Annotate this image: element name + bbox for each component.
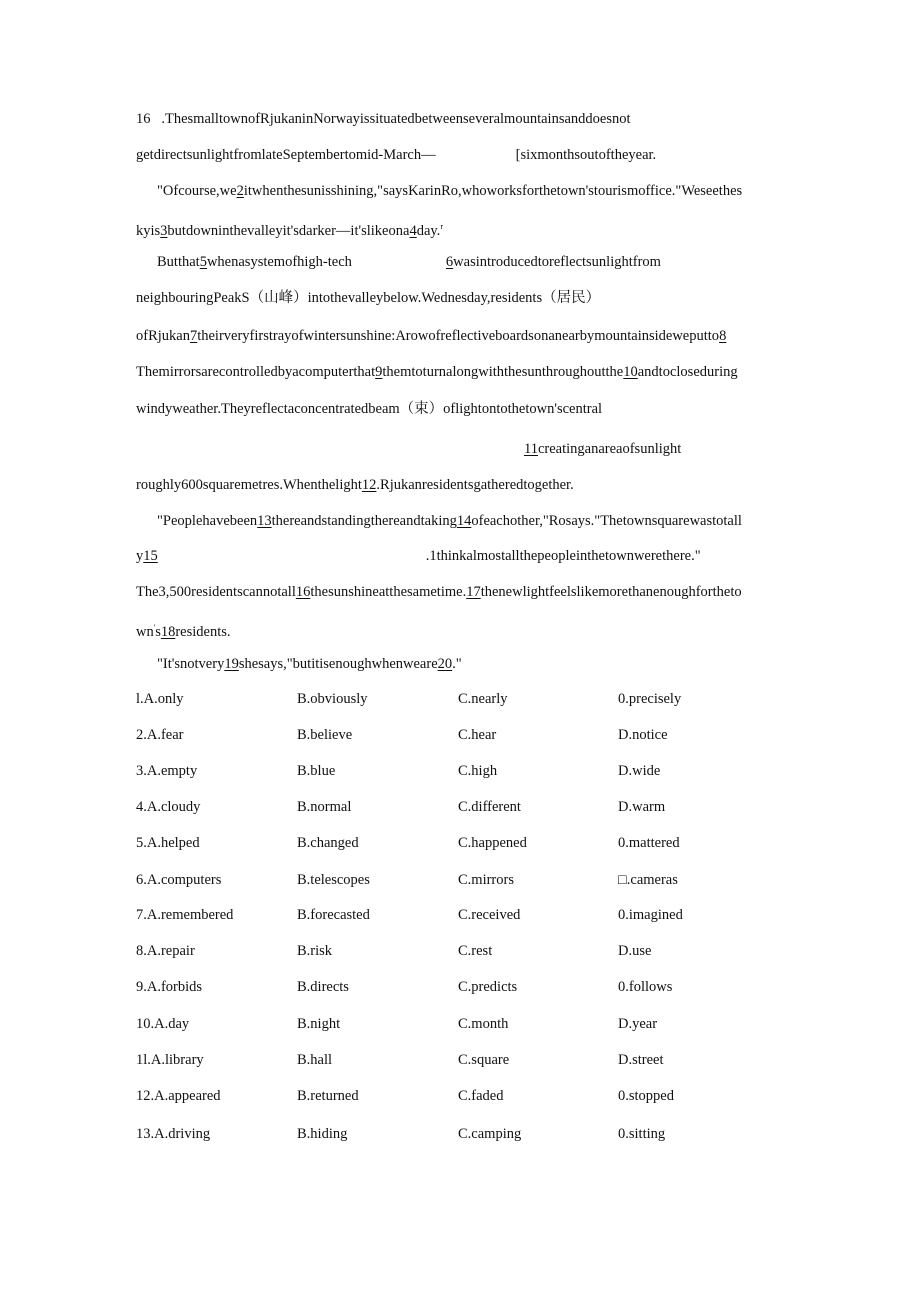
blank-18: 18 xyxy=(160,623,176,640)
option-5a: 5.A.helped xyxy=(136,835,200,851)
blank-7: 7 xyxy=(189,328,198,344)
passage-line-11: roughly600squaremetres.Whenthelight12.Rjukanresidentsgatheredtogether. xyxy=(136,477,574,493)
option-8a: 8.A.repair xyxy=(136,943,195,959)
blank-20: 20 xyxy=(437,656,453,672)
option-3c: C.high xyxy=(458,763,498,779)
option-8b: B.risk xyxy=(297,943,333,959)
passage-line-12: "Peoplehavebeen13thereandstandingthereandtaking14ofeachother,"Rosays."Thetownsquarewastotall xyxy=(157,513,742,529)
passage-line-6: neighbouringPeakS（山峰）intothevalleybelow.Wednesday,residents（居民） xyxy=(136,290,601,306)
option-9a: 9.A.forbids xyxy=(136,979,203,995)
blank-12: 12 xyxy=(361,477,377,493)
option-12b: B.returned xyxy=(297,1088,359,1104)
blank-13: 13 xyxy=(257,513,272,529)
option-1d: 0.precisely xyxy=(618,691,682,707)
blank-3: 3 xyxy=(160,222,168,239)
option-4a: 4.A.cloudy xyxy=(136,799,201,815)
option-2b: B.believe xyxy=(297,727,353,743)
blank-2: 2 xyxy=(236,183,244,199)
option-7c: C.received xyxy=(458,907,521,923)
option-13c: C.camping xyxy=(458,1126,522,1142)
blank-16: 16 xyxy=(295,584,311,600)
option-4b: B.normal xyxy=(297,799,352,815)
blank-8: 8 xyxy=(719,328,727,344)
blank-10: 10 xyxy=(623,364,638,380)
passage-line-7: ofRjukan7theirveryfirstrayofwintersunshine:Arowofreflectiveboardsonanearbymountainsideweputto8 xyxy=(136,328,727,344)
option-7b: B.forecasted xyxy=(297,907,370,923)
option-6c: C.mirrors xyxy=(458,872,514,888)
blank-11: 11 xyxy=(524,441,538,457)
option-3b: B.blue xyxy=(297,763,336,779)
passage-line-14: The3,500residentscannotall16thesunshineatthesametime.17thenewlightfeelslikemorethanenoughfortheto xyxy=(136,584,742,600)
passage-line-3: "Ofcourse,we2itwhenthesunisshining,"saysKarinRo,whoworksforthetown'stourismoffice."Weseethes xyxy=(157,183,743,199)
option-2d: D.notice xyxy=(618,727,668,743)
option-11d: D.street xyxy=(618,1052,664,1068)
blank-4: 4 xyxy=(409,222,417,239)
passage-line-13: y15 .1thinkalmostallthepeopleinthetownwerethere." xyxy=(136,548,701,564)
option-5c: C.happened xyxy=(458,835,527,851)
option-2c: C.hear xyxy=(458,727,497,743)
option-13d: 0.sitting xyxy=(618,1126,666,1142)
option-5b: B.changed xyxy=(297,835,359,851)
blank-14: 14 xyxy=(456,513,472,529)
option-11a: 1l.A.library xyxy=(136,1052,204,1068)
option-1a: l.A.only xyxy=(136,691,184,707)
option-6b: B.telescopes xyxy=(297,872,370,888)
option-9b: B.directs xyxy=(297,979,349,995)
option-10d: D.year xyxy=(618,1016,658,1032)
option-8d: D.use xyxy=(618,943,652,959)
option-7d: 0.imagined xyxy=(618,907,683,923)
option-9d: 0.follows xyxy=(618,979,673,995)
blank-5: 5 xyxy=(199,254,207,270)
option-13b: B.hiding xyxy=(297,1126,348,1142)
option-6d: □.cameras xyxy=(618,872,678,888)
option-1c: C.nearly xyxy=(458,691,508,707)
blank-15: 15 xyxy=(143,548,158,564)
option-10b: B.night xyxy=(297,1016,341,1032)
passage-line-10: 11creatinganareaofsunlight xyxy=(524,441,682,457)
passage-line-1: 16 .ThesmalltownofRjukaninNorwayissituatedbetweenseveralmountainsanddoesnot xyxy=(136,111,631,127)
option-10c: C.month xyxy=(458,1016,509,1032)
passage-line-4: kyis3butdowninthevalleyit'sdarker—it'slikeona4day.$^r$ xyxy=(136,222,443,239)
option-9c: C.predicts xyxy=(458,979,518,995)
option-6a: 6.A.computers xyxy=(136,872,222,888)
option-11c: C.square xyxy=(458,1052,510,1068)
option-4c: C.different xyxy=(458,799,521,815)
blank-17: 17 xyxy=(466,584,481,600)
passage-line-16: "It'snotvery19shesays,"butitisenoughwhenweare20." xyxy=(157,656,462,672)
option-10a: 10.A.day xyxy=(136,1016,190,1032)
passage-line-15: wn's18residents. xyxy=(136,623,231,640)
question-number: 16 xyxy=(136,111,151,127)
option-8c: C.rest xyxy=(458,943,493,959)
option-12d: 0.stopped xyxy=(618,1088,674,1104)
option-5d: 0.mattered xyxy=(618,835,680,851)
passage-line-9: windyweather.Theyreflectaconcentratedbeam（束）oflightontothetown'scentral xyxy=(136,401,603,417)
option-12a: 12.A.appeared xyxy=(136,1088,221,1104)
blank-9: 9 xyxy=(375,364,383,380)
passage-line-2: getdirectsunlightfromlateSeptembertomid-March— [sixmonthsoutoftheyear. xyxy=(136,147,657,163)
option-11b: B.hall xyxy=(297,1052,333,1068)
option-3d: D.wide xyxy=(618,763,661,779)
option-4d: D.warm xyxy=(618,799,666,815)
passage-line-8: Themirrorsarecontrolledbyacomputerthat9themtoturnalongwiththesunthroughoutthe10andtocloseduring xyxy=(136,364,738,380)
option-13a: 13.A.driving xyxy=(136,1126,211,1142)
option-12c: C.faded xyxy=(458,1088,504,1104)
passage-line-5: Butthat5whenasystemofhigh-tech 6wasintroducedtoreflectsunlightfrom xyxy=(157,254,661,270)
option-3a: 3.A.empty xyxy=(136,763,198,779)
option-2a: 2.A.fear xyxy=(136,727,184,743)
blank-6: 6 xyxy=(445,254,454,270)
blank-19: 19 xyxy=(224,656,239,672)
option-1b: B.obviously xyxy=(297,691,368,707)
option-7a: 7.A.remembered xyxy=(136,907,234,923)
